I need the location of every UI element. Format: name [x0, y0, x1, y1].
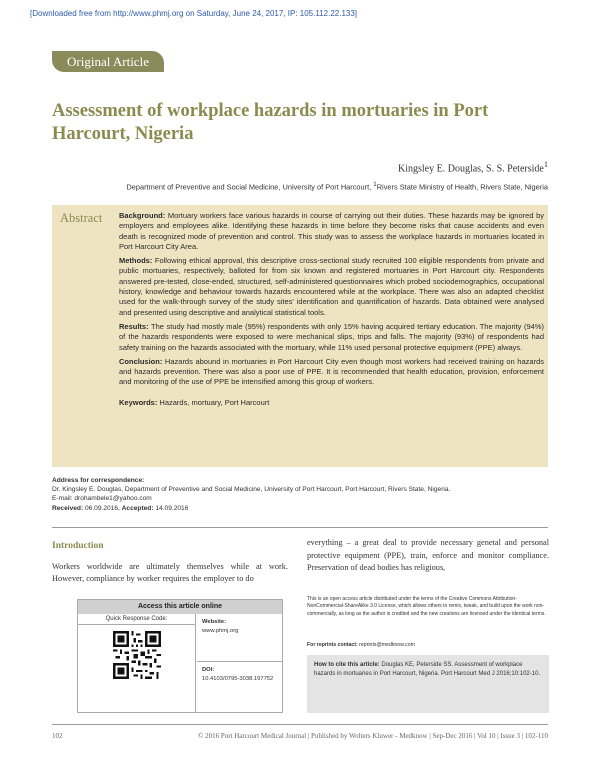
- authors-names: Kingsley E. Douglas, S. S. Peterside: [398, 163, 544, 175]
- received-accepted: [52, 504, 450, 513]
- abstract-methods: [119, 256, 544, 318]
- conclusion-text: Hazards abound in mortuaries in Port Harcourt City even though most workers had received training on hazards and hazards prevention. There was also a poor use of PPE. It is recommended that health education, provision, enforcement and monitoring of the use of PPE be intensified among this group of workers.: [119, 356, 544, 387]
- introduction-heading: Introduction: [52, 541, 104, 551]
- section-badge: Original Article: [52, 51, 164, 72]
- affiliation-b: Rivers State Ministry of Health, Rivers State, Nigeria: [376, 182, 548, 192]
- abstract-keywords: [119, 398, 544, 408]
- authors-superscript: 1: [543, 160, 548, 169]
- abstract-heading: Abstract: [60, 211, 103, 225]
- citation-label: How to cite this article:: [314, 662, 380, 668]
- affiliation-superscript: 1: [373, 181, 377, 188]
- author-list: [398, 160, 548, 174]
- abstract-conclusion: [119, 357, 544, 388]
- abstract-background: [119, 211, 544, 252]
- access-grid: [78, 614, 282, 713]
- conclusion-label: Conclusion:: [119, 356, 163, 366]
- keywords-label: Keywords:: [119, 397, 158, 407]
- qr-code-icon[interactable]: [113, 631, 161, 679]
- journal-info: © 2016 Port Harcourt Medical Journal | Published by Wolters Kluwer - Medknow | Sep-Dec 2016 | Vol 10 | Issue 3 | 102-110: [198, 732, 548, 740]
- doi-value[interactable]: 10.4103/0795-3038.197752: [202, 676, 274, 682]
- introduction-right-text: everything – a great deal to provide necessary genetal and personal protective equipment (PPE), train, enforce and monitor compliance. Preservation of dead bodies has religious,: [307, 538, 549, 572]
- access-info: [197, 614, 283, 713]
- doi-label-text: DOI:: [202, 667, 215, 673]
- background-label: Background:: [119, 211, 166, 220]
- results-label: Results:: [119, 321, 149, 331]
- received-label: Received:: [52, 504, 84, 512]
- qr-cell: [78, 614, 196, 713]
- affiliations: [126, 181, 548, 191]
- reprints-email[interactable]: reprints@medknow.com: [357, 642, 415, 648]
- abstract-text: [119, 211, 544, 412]
- download-banner: [Downloaded free from http://www.phmj.org on Saturday, June 24, 2017, IP: 105.112.22.133]: [30, 9, 358, 18]
- access-article-box: [77, 599, 283, 713]
- abstract-box: [52, 205, 548, 467]
- citation-text: Douglas KE, Peterside SS. Assessment of workplace hazards in mortuaries in Port Harcourt, Nigeria. Port Harcourt Med J 2016;10:102-10.: [314, 662, 541, 677]
- page-number: 102: [52, 732, 63, 740]
- reprints-contact: [307, 642, 415, 648]
- qr-label: Quick Response Code:: [78, 614, 195, 625]
- introduction-left-text: Workers worldwide are ultimately themselves while at work. However, compliance by worker requires the employer to do: [52, 562, 288, 583]
- correspondence-block: [52, 476, 450, 513]
- citation-box: [307, 655, 549, 713]
- reprints-label: For reprints contact:: [307, 642, 358, 648]
- received-date: 06.09.2016,: [83, 504, 122, 512]
- accepted-date: 14.09.2016: [153, 504, 189, 512]
- website-label: [202, 618, 278, 627]
- keywords-text: Hazards, mortuary, Port Harcourt: [157, 397, 270, 407]
- correspondence-label-text: Address for correspondence:: [52, 477, 145, 484]
- accepted-label: Accepted:: [121, 504, 154, 512]
- license-text: This is an open access article distributed under the terms of the Creative Commons Attribution-NonCommercial-ShareAlike 3.0 License, which allows others to remix, tweak, and build upon the work non-commercially, as long as the author is credited and the new creations are licensed under the identical terms.: [307, 596, 546, 617]
- doi-cell: [197, 662, 283, 688]
- results-text: The study had mostly male (95%) respondents with only 15% having acquired tertiary education. The majority (94%) of the hazards respondents were exposed to were mechanical slips, trips and falls. The majority (93%) of respondents had safety training on the hazards associated with the mortuary, while 11% used personal protective equipment (PPE) always.: [119, 321, 544, 352]
- correspondence-label: [52, 476, 450, 485]
- doi-label: [202, 666, 278, 675]
- website-label-text: Website:: [202, 619, 227, 625]
- website-link[interactable]: www.phmj.org: [202, 628, 239, 634]
- background-text: Mortuary workers face various hazards in course of carrying out their duties. These hazards may be ignored by employers and employees alike. Identifying these hazards in time before they become risks that cause accidents and even death is recognized mode of prevention and control. This study was to assess the workplace hazards in mortuaries located in Port Harcourt City Area.: [119, 211, 544, 251]
- correspondence-address: Dr. Kingsley E. Douglas, Department of Preventive and Social Medicine, University of Port Harcourt, Port Harcourt, Rivers State, Nigeria.: [52, 486, 451, 494]
- methods-label: Methods:: [119, 256, 153, 266]
- methods-text: Following ethical approval, this descriptive cross-sectional study recruited 100 eligible respondents from private and public mortuaries, respectively, balloted for from six known and registered mortuaries in Port Harcourt city. Respondents answered pre-tested, close-ended, structured, self-administered questionnaires which probed sociodemographics, occupational history, knowledge and behaviour towards hazards encountered while at the workplace. There was also an adapted checklist used for the walk-through survey of the study sites' identification and quantification of hazards. Data obtained were analysed and presented using descriptive and analytical statistical tools.: [119, 256, 544, 317]
- footer-divider: [52, 724, 548, 725]
- article-title: Assessment of workplace hazards in mortuaries in Port Harcourt, Nigeria: [52, 101, 489, 144]
- divider: [52, 527, 548, 528]
- abstract-results: [119, 322, 544, 353]
- affiliation-a: Department of Preventive and Social Medicine, University of Port Harcourt,: [126, 182, 374, 192]
- website-cell: [197, 614, 283, 662]
- correspondence-email[interactable]: E-mail: drohambele1@yahoo.com: [52, 495, 152, 503]
- access-heading: Access this article online: [78, 600, 282, 614]
